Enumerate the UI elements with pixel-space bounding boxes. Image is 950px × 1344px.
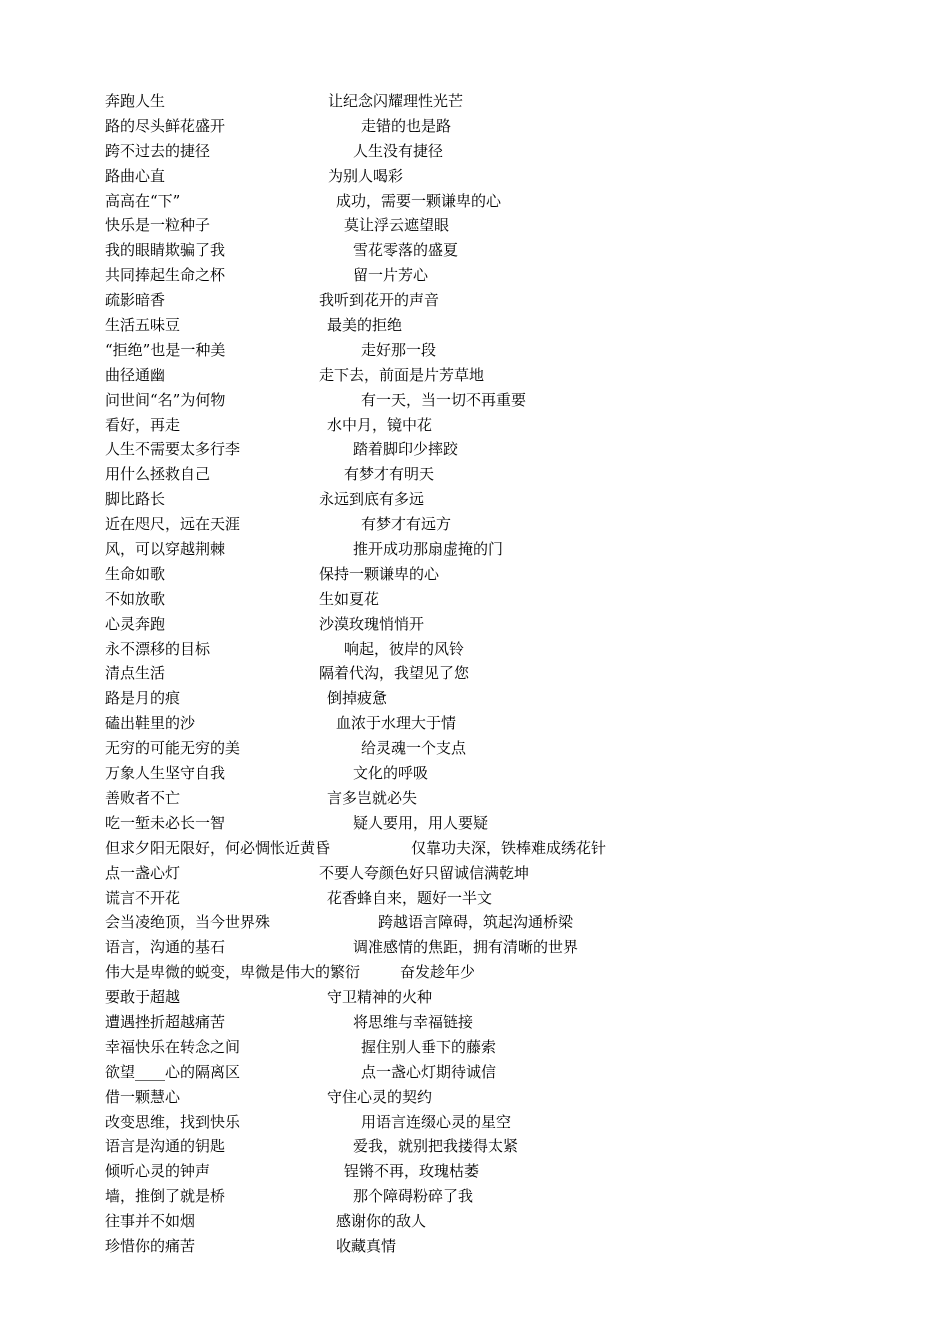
title-left: 心灵奔跑 <box>105 614 166 633</box>
title-right: 锃锵不再，玫瑰枯萎 <box>344 1162 480 1181</box>
title-row <box>105 637 885 662</box>
title-left: 无穷的可能无穷的美 <box>105 739 241 758</box>
title-left: 问世间“名”为何物 <box>105 390 226 409</box>
title-row <box>105 462 885 487</box>
title-right: 沙漠玫瑰悄悄开 <box>319 614 425 633</box>
title-left: 改变思维，找到快乐 <box>105 1112 241 1131</box>
title-left: 曲径通幽 <box>105 365 166 384</box>
title-right: 雪花零落的盛夏 <box>353 241 459 260</box>
title-row <box>105 935 885 960</box>
title-left: “拒绝”也是一种美 <box>105 340 226 359</box>
title-row <box>105 811 885 836</box>
title-row <box>105 960 885 985</box>
title-row <box>105 1184 885 1209</box>
title-row <box>105 1010 885 1035</box>
title-right: 收藏真情 <box>336 1236 397 1255</box>
title-left: 路是月的痕 <box>105 689 181 708</box>
title-row <box>105 1085 885 1110</box>
title-left: 遭遇挫折超越痛苦 <box>105 1012 226 1031</box>
title-left: 奔跑人生 <box>105 92 166 110</box>
title-right: 莫让浮云遮望眼 <box>344 216 450 235</box>
title-left: 疏影暗香 <box>105 291 166 310</box>
title-right: 花香蜂自来，题好一半文 <box>327 888 493 907</box>
title-right: 握住别人垂下的藤索 <box>361 1037 497 1056</box>
title-left: 永不漂移的目标 <box>105 639 211 658</box>
title-row <box>105 861 885 886</box>
title-right: 血浓于水理大于情 <box>336 714 457 733</box>
title-left: 风，可以穿越荆棘 <box>105 540 226 559</box>
title-right: 仅靠功夫深，铁棒难成绣花针 <box>411 838 607 857</box>
title-left: 点一盏心灯 <box>105 863 181 882</box>
title-right: 推开成功那扇虚掩的门 <box>353 540 504 559</box>
title-row <box>105 985 885 1010</box>
title-row <box>105 562 885 587</box>
title-row <box>105 736 885 761</box>
title-row <box>105 189 885 214</box>
title-row <box>105 288 885 313</box>
title-left: 会当凌绝顶，当今世界殊 <box>105 913 271 932</box>
title-row <box>105 711 885 736</box>
title-left: 用什么拯救自己 <box>105 465 211 484</box>
title-right: 调准感情的焦距，拥有清晰的世界 <box>353 938 579 957</box>
title-left: 语言是沟通的钥匙 <box>105 1137 226 1156</box>
title-left: 要敢于超越 <box>105 988 181 1007</box>
title-row <box>105 114 885 139</box>
title-left: 墙，推倒了就是桥 <box>105 1187 226 1206</box>
title-left: 但求夕阳无限好，何必惆怅近黄昏 <box>105 838 331 857</box>
title-left: 欲望____心的隔离区 <box>105 1062 241 1081</box>
title-row <box>105 786 885 811</box>
title-right: 走错的也是路 <box>361 116 452 135</box>
title-right: 成功，需要一颗谦卑的心 <box>336 191 502 210</box>
title-right: 有梦才有明天 <box>344 465 435 484</box>
title-right: 保持一颗谦卑的心 <box>319 564 440 583</box>
title-left: 万象人生坚守自我 <box>105 764 226 783</box>
title-row <box>105 512 885 537</box>
title-left: 清点生活 <box>105 664 166 683</box>
title-right: 守住心灵的契约 <box>327 1087 433 1106</box>
title-left: 借一颗慧心 <box>105 1087 181 1106</box>
title-right: 守卫精神的火种 <box>327 988 433 1007</box>
title-row <box>105 537 885 562</box>
title-right: 最美的拒绝 <box>327 316 403 335</box>
title-left: 生命如歌 <box>105 564 166 583</box>
title-row <box>105 388 885 413</box>
title-row <box>105 612 885 637</box>
title-right: 留一片芳心 <box>353 266 429 285</box>
title-right: 有梦才有远方 <box>361 515 452 534</box>
title-left: 共同捧起生命之杯 <box>105 266 226 285</box>
title-left: 近在咫尺，远在天涯 <box>105 515 241 534</box>
title-row <box>105 139 885 164</box>
title-row <box>105 1110 885 1135</box>
title-left: 脚比路长 <box>105 490 166 509</box>
title-row <box>105 661 885 686</box>
title-list <box>105 89 885 1259</box>
title-right: 倒掉疲惫 <box>327 689 388 708</box>
title-right: 言多岂就必失 <box>327 788 418 807</box>
title-row <box>105 363 885 388</box>
title-right: 疑人要用，用人要疑 <box>353 813 489 832</box>
title-right: 不要人夸颜色好只留诚信满乾坤 <box>319 863 530 882</box>
title-right: 让纪念闪耀理性光芒 <box>328 92 464 110</box>
title-row <box>105 437 885 462</box>
title-row <box>105 313 885 338</box>
title-row <box>105 238 885 263</box>
title-left: 人生不需要太多行李 <box>105 440 241 459</box>
title-left: 快乐是一粒种子 <box>105 216 211 235</box>
title-row <box>105 213 885 238</box>
title-right: 走下去，前面是片芳草地 <box>319 365 485 384</box>
title-left: 幸福快乐在转念之间 <box>105 1037 241 1056</box>
title-left: 我的眼睛欺骗了我 <box>105 241 226 260</box>
title-right: 奋发趁年少 <box>400 963 476 982</box>
title-left: 路的尽头鲜花盛开 <box>105 116 226 135</box>
title-right: 用语言连缀心灵的星空 <box>361 1112 512 1131</box>
title-row <box>105 338 885 363</box>
title-row <box>105 1134 885 1159</box>
title-left: 倾听心灵的钟声 <box>105 1162 211 1181</box>
title-right: 人生没有捷径 <box>353 141 444 160</box>
title-left: 高高在“下” <box>105 191 181 210</box>
title-row <box>105 1159 885 1184</box>
title-right: 感谢你的敌人 <box>336 1212 427 1231</box>
title-row <box>105 487 885 512</box>
title-row <box>105 587 885 612</box>
title-left: 不如放歌 <box>105 589 166 608</box>
title-right: 爱我，就别把我搂得太紧 <box>353 1137 519 1156</box>
title-row <box>105 1209 885 1234</box>
title-left: 谎言不开花 <box>105 888 181 907</box>
title-row <box>105 761 885 786</box>
title-right: 将思维与幸福链接 <box>353 1012 474 1031</box>
title-right: 响起，彼岸的风铃 <box>344 639 465 658</box>
title-right: 那个障碍粉碎了我 <box>353 1187 474 1206</box>
title-right: 文化的呼吸 <box>353 764 429 783</box>
title-row <box>105 1035 885 1060</box>
title-right: 生如夏花 <box>319 589 380 608</box>
title-right: 跨越语言障碍，筑起沟通桥梁 <box>378 913 574 932</box>
title-row <box>105 910 885 935</box>
title-right: 为别人喝彩 <box>328 166 404 185</box>
title-left: 生活五味豆 <box>105 316 181 335</box>
title-right: 我听到花开的声音 <box>319 291 440 310</box>
title-right: 踏着脚印少摔跤 <box>353 440 459 459</box>
title-right: 永远到底有多远 <box>319 490 425 509</box>
title-right: 点一盏心灯期待诚信 <box>361 1062 497 1081</box>
title-row <box>105 686 885 711</box>
title-row <box>105 886 885 911</box>
title-right: 有一天，当一切不再重要 <box>361 390 527 409</box>
title-row <box>105 413 885 438</box>
title-right: 水中月，镜中花 <box>327 415 433 434</box>
title-left: 珍惜你的痛苦 <box>105 1236 196 1255</box>
title-row <box>105 164 885 189</box>
title-left: 往事并不如烟 <box>105 1212 196 1231</box>
title-left: 语言，沟通的基石 <box>105 938 226 957</box>
title-left: 伟大是卑微的蜕变，卑微是伟大的繁衍 <box>105 963 361 982</box>
title-row <box>105 1234 885 1259</box>
title-left: 跨不过去的捷径 <box>105 141 211 160</box>
title-left: 善败者不亡 <box>105 788 181 807</box>
title-left: 吃一堑未必长一智 <box>105 813 226 832</box>
title-left: 磕出鞋里的沙 <box>105 714 196 733</box>
title-row <box>105 1060 885 1085</box>
title-row <box>105 836 885 861</box>
title-right: 隔着代沟，我望见了您 <box>319 664 470 683</box>
title-row <box>105 263 885 288</box>
title-right: 给灵魂一个支点 <box>361 739 467 758</box>
title-left: 路曲心直 <box>105 166 166 185</box>
title-right: 走好那一段 <box>361 340 437 359</box>
title-row <box>105 89 885 114</box>
title-left: 看好，再走 <box>105 415 181 434</box>
